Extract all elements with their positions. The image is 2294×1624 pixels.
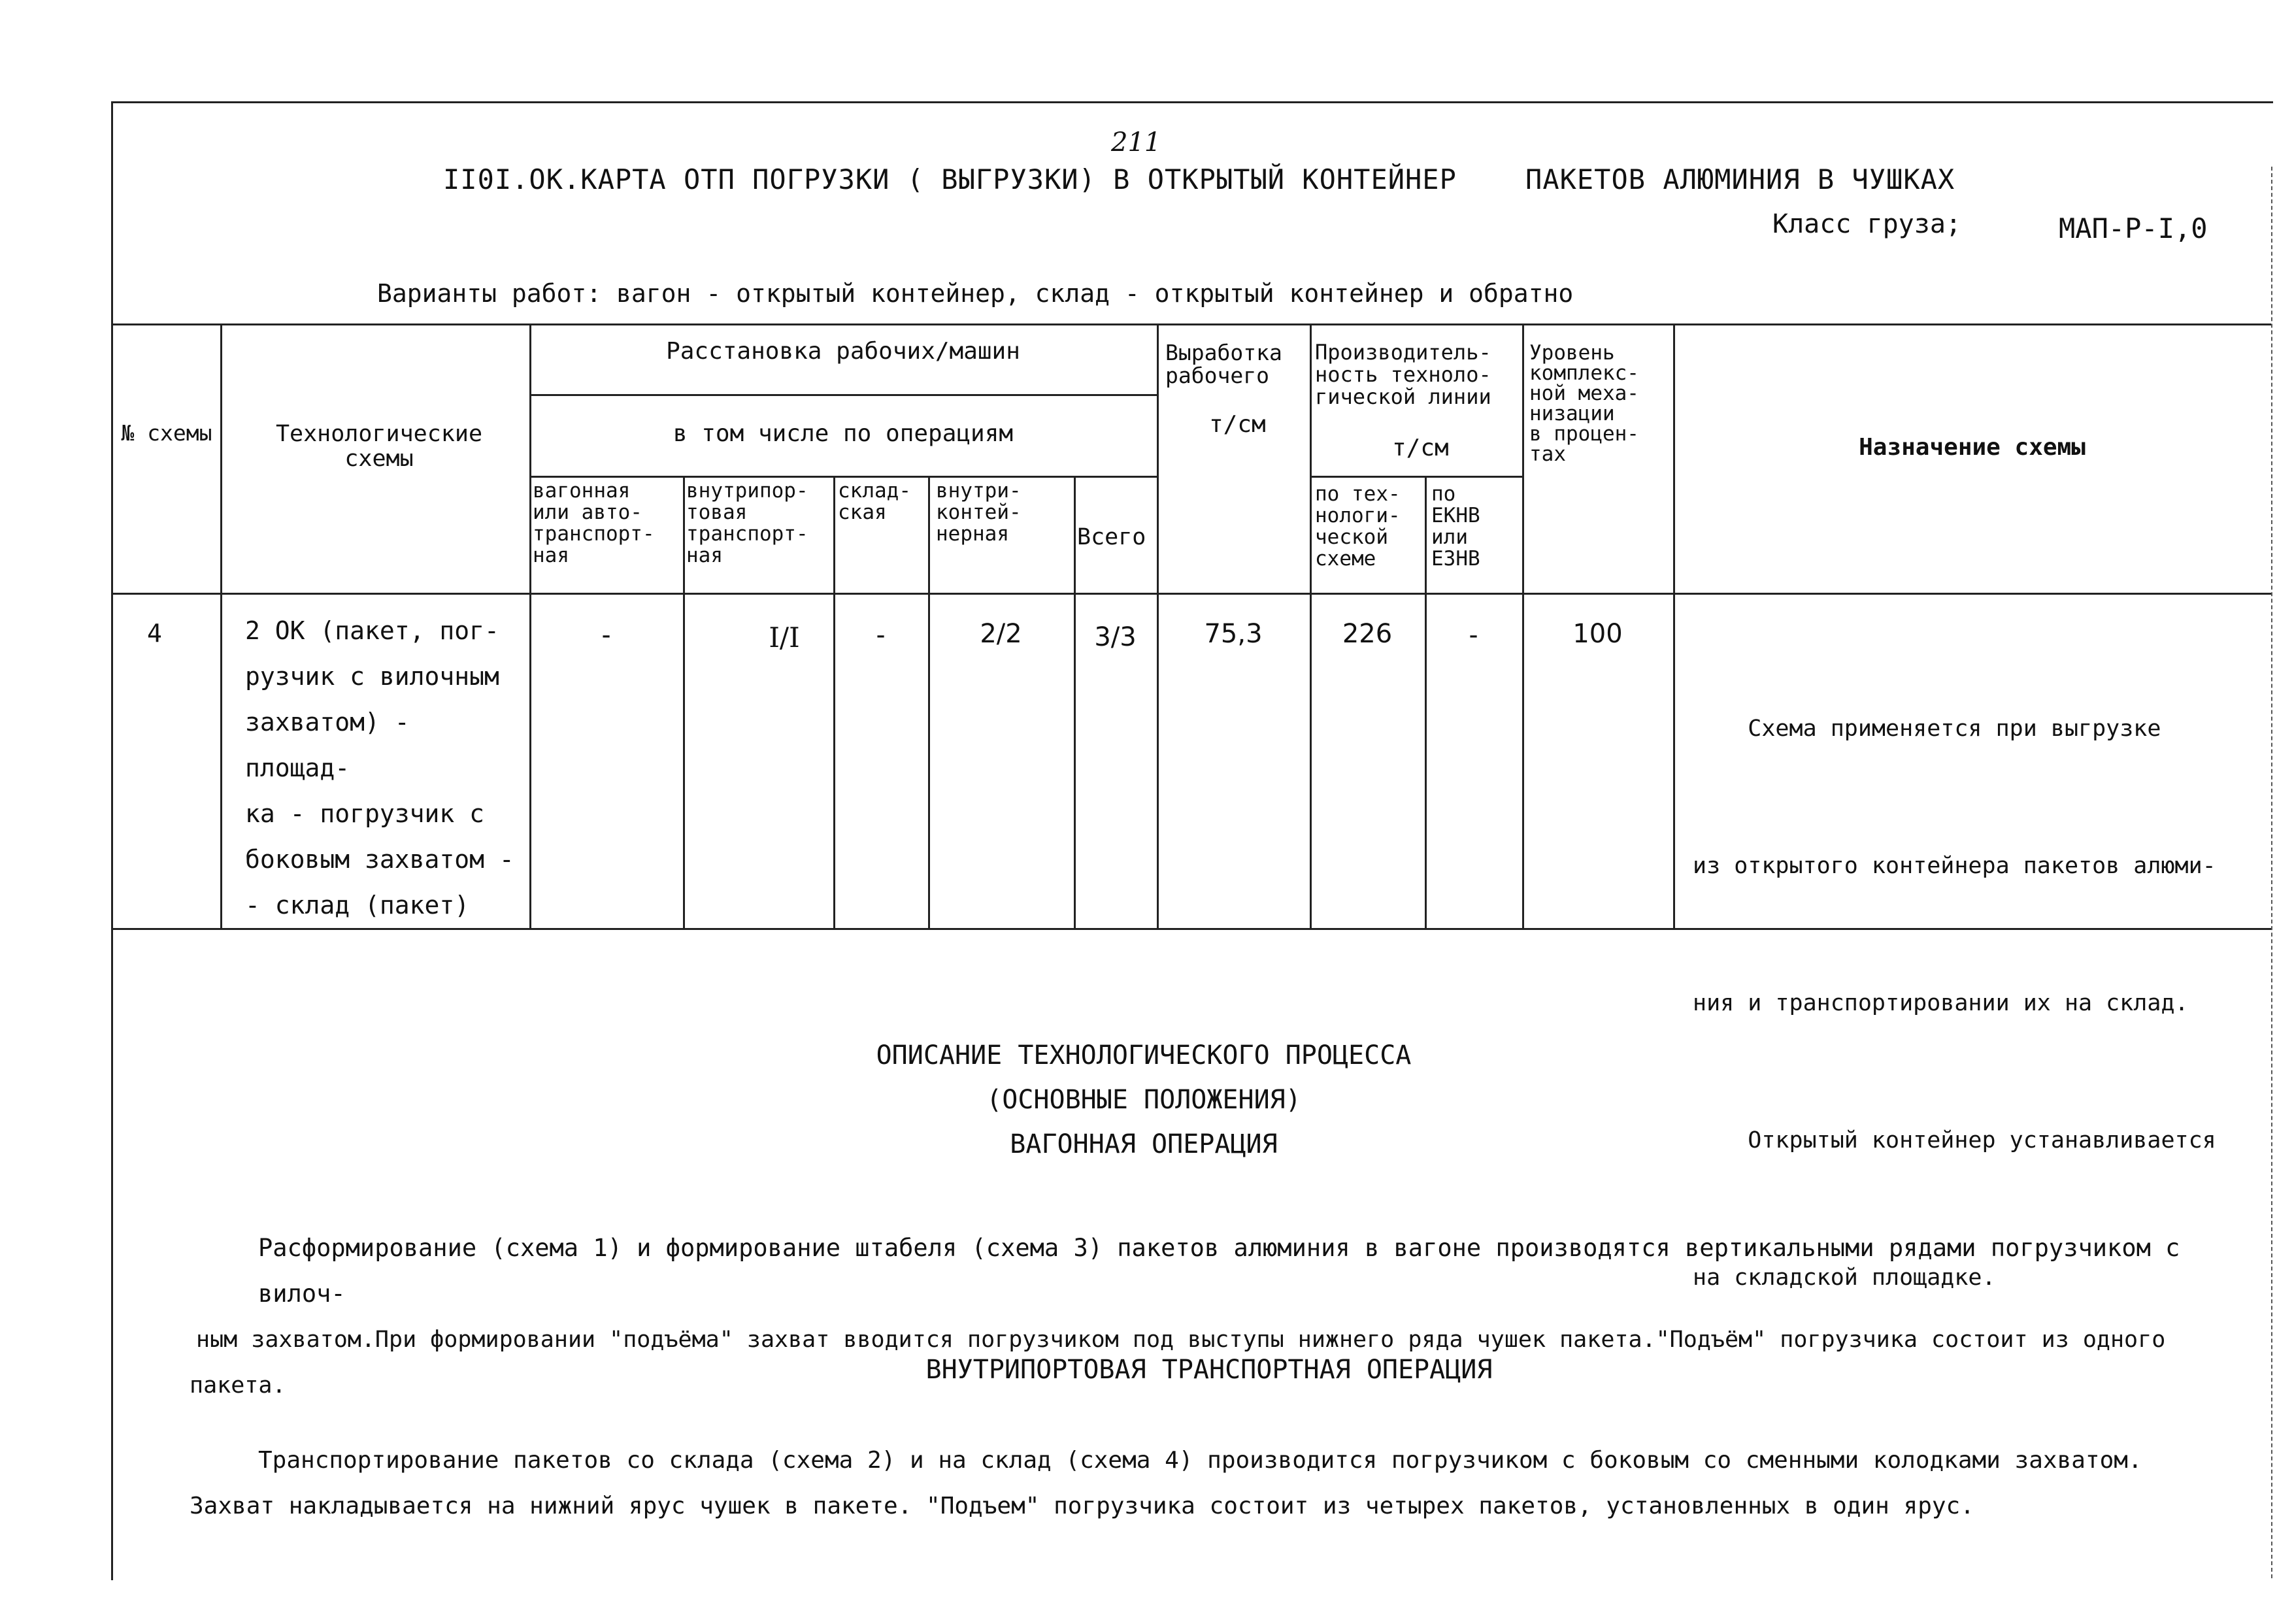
row-tech-scheme: 2 ОК (пакет, пог- рузчик с вилочным захватом) - площад- ка - погрузчик с боковым захватом - - склад (пакет)	[245, 616, 514, 920]
table-col-line	[1074, 476, 1076, 928]
description-subheading: (ОСНОВНЫЕ ПОЛОЖЕНИЯ)	[986, 1085, 1301, 1115]
document-title: II0I.OK.КАРТА ОТП ПОГРУЗКИ ( ВЫГРУЗКИ) В ОТКРЫТЫЙ КОНТЕЙНЕР ПАКЕТОВ АЛЮМИНИЯ В ЧУШКАХ	[443, 163, 1955, 195]
row-wagon: -	[598, 620, 614, 650]
header-intracontainer-op: внутри- контей- нерная	[936, 479, 1022, 546]
table-col-line	[928, 476, 930, 928]
header-mechanization: Уровень комплекс- ной меха- низации в процен- тах	[1529, 341, 1639, 466]
intraport-operation-text: Транспортирование пакетов со склада (схема 2) и на склад (схема 4) производится погрузчиком с боковым со сменными колодками захватом. Захват накладывается на нижний ярус чушек в пакете. "Подъем" погрузчика состоит из четырех пакетов, установленных в один ярус.	[190, 1447, 2142, 1519]
wagon-operation-heading: ВАГОННАЯ ОПЕРАЦИЯ	[1010, 1129, 1278, 1159]
table-col-line	[833, 476, 835, 928]
row-warehouse: -	[873, 620, 889, 650]
table-rule	[529, 394, 1157, 396]
table-rule	[1310, 476, 1522, 478]
row-purpose: Схема применяется при выгрузке из открытого контейнера пакетов алюми- ния и транспортировании их на склад. Открытый контейнер устанавливается на складской площадке.	[1693, 716, 2216, 1291]
row-intracontainer: 2/2	[980, 619, 1022, 649]
header-by-operation: в том числе по операциям	[673, 420, 1014, 447]
header-output: Выработка рабочего	[1165, 340, 1282, 388]
description-heading: ОПИСАНИЕ ТЕХНОЛОГИЧЕСКОГО ПРОЦЕССА	[876, 1040, 1412, 1070]
table-col-line	[1673, 323, 1675, 928]
header-output-unit: т/см	[1209, 411, 1266, 438]
row-by-tech-scheme: 226	[1342, 619, 1393, 649]
header-wagon-op: вагонная или авто- транспорт- ная	[533, 479, 655, 567]
header-scheme-no: № схемы	[121, 420, 212, 446]
table-top-border	[111, 323, 2271, 325]
table-col-line	[220, 323, 222, 928]
wagon-operation-text: Расформирование (схема 1) и формирование штабеля (схема 3) пакетов алюминия в вагоне производятся вертикальными рядами погрузчиком с вилоч- ным захватом.При формировании "подъёма" захват вводится погрузчиком под выступы нижнего ряда чушек пакета."Подъём" погрузчика состоит из одного пакета.	[190, 1234, 2180, 1399]
table-col-line	[683, 476, 685, 928]
header-productivity: Производитель- ность техноло- гической линии	[1315, 340, 1491, 409]
header-placement: Расстановка рабочих/машин	[666, 338, 1020, 365]
row-scheme-no: 4	[147, 619, 162, 648]
header-purpose: Назначение схемы	[1859, 434, 2086, 461]
cargo-class-label: Класс груза;	[1772, 209, 1961, 239]
intraport-operation-heading: ВНУТРИПОРТОВАЯ ТРАНСПОРТНАЯ ОПЕРАЦИЯ	[925, 1355, 1493, 1385]
table-rule	[529, 476, 1157, 478]
header-by-eknv: по ЕКНВ или ЕЗНВ	[1431, 482, 1480, 571]
header-warehouse-op: склад- ская	[838, 479, 911, 524]
row-total: 3/3	[1094, 622, 1137, 652]
row-mechanization: 100	[1572, 619, 1623, 649]
page-edge	[2271, 167, 2272, 1578]
table-header-bottom	[111, 593, 2271, 595]
page-number: 211	[1111, 127, 1161, 157]
header-by-tech-scheme: по тех- нологи- ческой схеме	[1315, 482, 1401, 571]
header-total: Всего	[1077, 524, 1146, 550]
header-productivity-unit: т/см	[1392, 435, 1449, 461]
header-intraport-op: внутрипор- товая транспорт- ная	[686, 479, 808, 567]
header-tech-schemes: Технологические схемы	[275, 421, 483, 472]
row-by-eknv: -	[1465, 620, 1482, 650]
table-col-line	[1425, 476, 1427, 928]
row-output: 75,3	[1204, 619, 1263, 649]
row-intraport: I/I	[769, 621, 800, 654]
cargo-class-value: МАП-Р-I,0	[2059, 212, 2208, 244]
work-variants: Варианты работ: вагон - открытый контейнер, склад - открытый контейнер и обратно	[377, 279, 1574, 308]
